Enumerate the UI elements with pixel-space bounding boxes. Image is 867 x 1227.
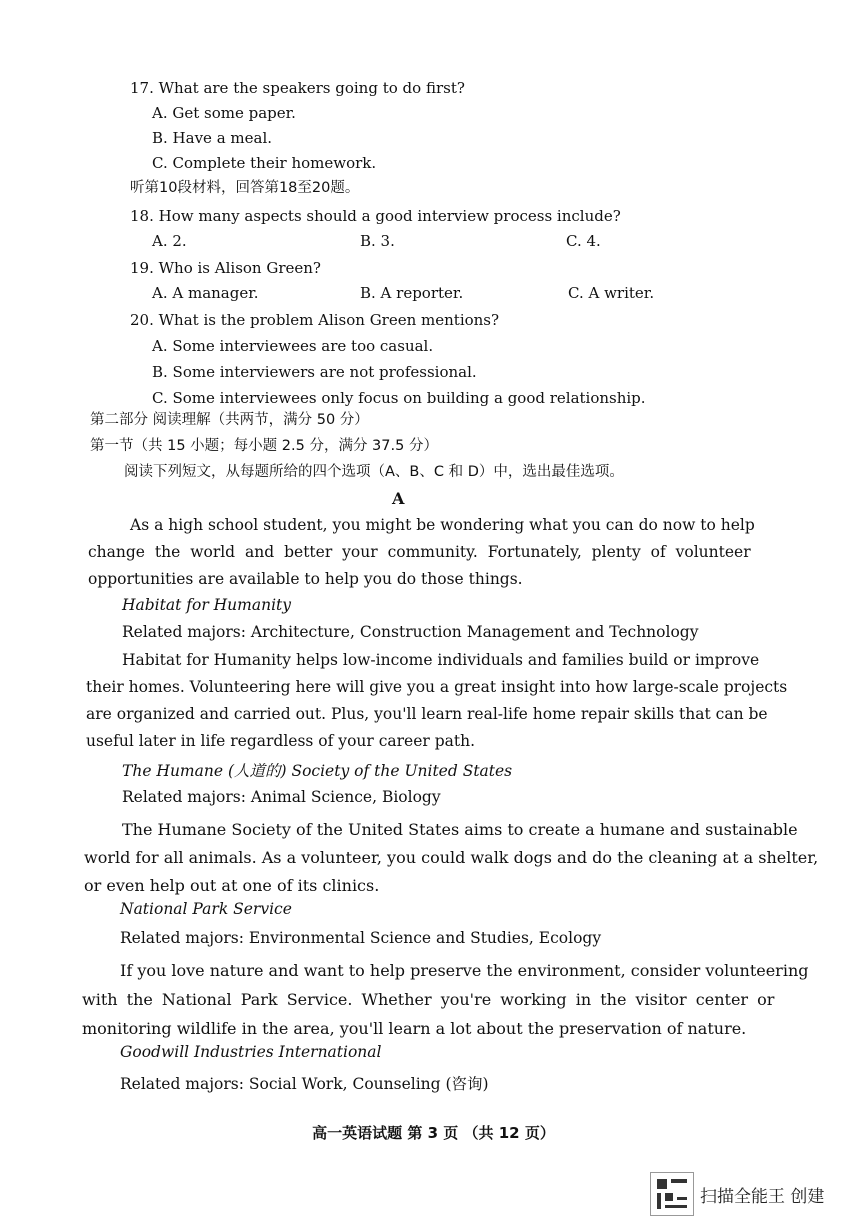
org-habitat-line-3: are organized and carried out. Plus, you'll learn real-life home repair skills that can be — [86, 705, 768, 723]
org-habitat-title: Habitat for Humanity — [122, 596, 292, 614]
org-habitat-line-1: Habitat for Humanity helps low-income individuals and families build or improve — [122, 651, 760, 669]
q20-option-a: A. Some interviewees are too casual. — [152, 337, 434, 355]
org-nps-title: National Park Service — [120, 900, 292, 918]
org-humane-line-2: world for all animals. As a volunteer, you could walk dogs and do the cleaning at a shelter, — [84, 848, 819, 867]
org-nps-line-2: with the National Park Service. Whether you're working in the visitor center or — [82, 990, 775, 1009]
q17-option-c: C. Complete their homework. — [152, 154, 377, 172]
q20-option-c: C. Some interviewees only focus on building a good relationship. — [152, 389, 646, 407]
org-nps-line-1: If you love nature and want to help preserve the environment, consider volunteering — [120, 961, 809, 980]
org-humane-title: The Humane (人道的) Society of the United States — [122, 762, 513, 780]
org-humane-majors: Related majors: Animal Science, Biology — [122, 788, 441, 806]
part-two-title: 第二部分 阅读理解（共两节，满分 50 分） — [90, 412, 369, 428]
q20-stem: 20. What is the problem Alison Green mentions? — [130, 311, 500, 329]
camscanner-logo-icon — [650, 1172, 694, 1216]
q17-stem: 17. What are the speakers going to do first? — [130, 79, 465, 97]
subsection-one-title: 第一节（共 15 小题；每小题 2.5 分，满分 37.5 分） — [90, 438, 438, 454]
passage10-intro: 听第10段材料，回答第18至20题。 — [130, 180, 360, 196]
q20-option-b: B. Some interviewers are not professional. — [152, 363, 477, 381]
reading-instruction: 阅读下列短文，从每题所给的四个选项（A、B、C 和 D）中，选出最佳选项。 — [124, 464, 624, 480]
org-goodwill-majors: Related majors: Social Work, Counseling (咨询) — [120, 1075, 489, 1093]
org-humane-line-1: The Humane Society of the United States aims to create a humane and sustainable — [122, 820, 798, 839]
intro-line-1: As a high school student, you might be wondering what you can do now to help — [130, 516, 755, 534]
org-habitat-line-4: useful later in life regardless of your career path. — [86, 732, 476, 750]
page-footer: 高一英语试题 第 3 页 （共 12 页） — [312, 1124, 555, 1142]
scanner-watermark — [650, 1172, 824, 1216]
org-habitat-majors: Related majors: Architecture, Construction Management and Technology — [122, 623, 699, 641]
q18-option-b: B. 3. — [360, 232, 395, 250]
q19-option-c: C. A writer. — [568, 284, 655, 302]
q19-option-a: A. A manager. — [152, 284, 259, 302]
passage-letter: A — [392, 489, 405, 508]
org-humane-line-3: or even help out at one of its clinics. — [84, 876, 380, 895]
q17-option-b: B. Have a meal. — [152, 129, 273, 147]
intro-line-2: change the world and better your community. Fortunately, plenty of volunteer — [88, 543, 751, 561]
watermark-text: 扫描全能王 创建 — [700, 1186, 825, 1207]
q18-options — [0, 231, 867, 251]
q18-stem: 18. How many aspects should a good interview process include? — [130, 207, 621, 225]
org-nps-majors: Related majors: Environmental Science and Studies, Ecology — [120, 929, 602, 947]
org-nps-line-3: monitoring wildlife in the area, you'll learn a lot about the preservation of nature. — [82, 1019, 747, 1038]
q17-option-a: A. Get some paper. — [152, 104, 296, 122]
q19-option-b: B. A reporter. — [360, 284, 464, 302]
q19-stem: 19. Who is Alison Green? — [130, 259, 321, 277]
q18-option-a: A. 2. — [152, 232, 187, 250]
intro-line-3: opportunities are available to help you do those things. — [88, 570, 523, 588]
q18-option-c: C. 4. — [566, 232, 601, 250]
org-goodwill-title: Goodwill Industries International — [120, 1043, 382, 1061]
q19-options — [0, 283, 867, 303]
org-habitat-line-2: their homes. Volunteering here will give you a great insight into how large-scale projects — [86, 678, 788, 696]
